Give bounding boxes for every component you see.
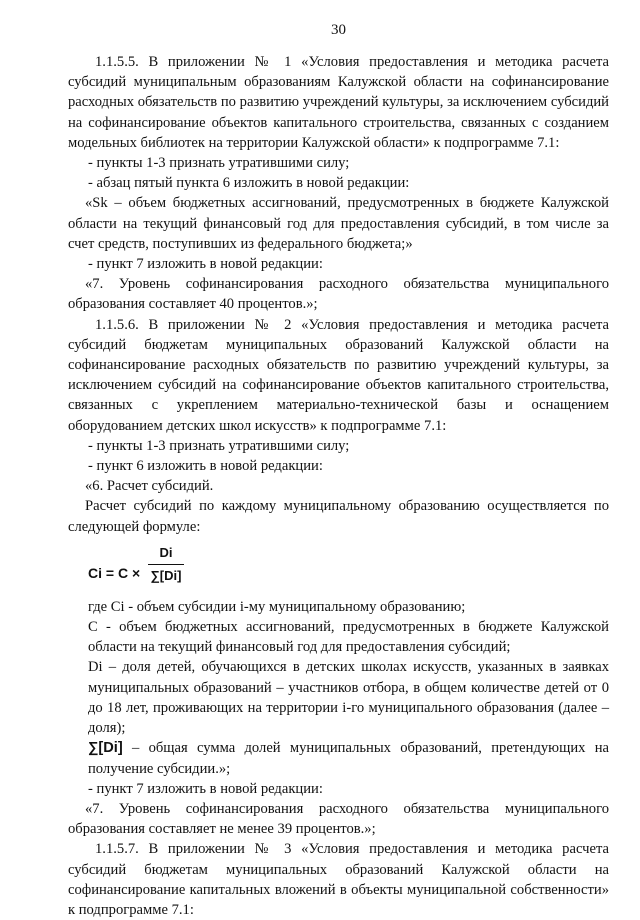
quoted-point-6-heading: «6. Расчет субсидий. — [85, 478, 214, 495]
document-page — [68, 0, 609, 918]
list-item-point-6: - пункт 6 изложить в новой редакции: — [88, 458, 323, 475]
list-item-paragraph-5-point-6: - абзац пятый пункта 6 изложить в новой редакции: — [88, 175, 410, 192]
definition-sum-di — [68, 738, 609, 778]
list-item-points-1-3-void: - пункты 1-3 признать утратившими силу; — [88, 155, 350, 172]
quoted-point-7-39-percent: «7. Уровень софинансирования расходного обязательства муниципального образования составляет не менее 39 процентов.»; — [68, 800, 609, 838]
list-item-point-7: - пункт 7 изложить в новой редакции: — [88, 256, 323, 273]
page-number: 30 — [331, 22, 346, 38]
formula-numerator: Di — [159, 544, 173, 560]
paragraph-1-1-5-6: 1.1.5.6. В приложении № 2 «Условия предоставления и методика расчета субсидий бюджетам муниципальных образований Калужской области на софинансирование расходных обязательств по развитию учреждений культуры, за исключением субсидий на софинансирование объектов капитального строительства, связанных с укреплением материально-технической базы и оснащением оборудованием детских школ искусств» к подпрограмме 7.1: — [68, 316, 609, 434]
list-item-points-1-3-void-2: - пункты 1-3 признать утратившими силу; — [88, 437, 350, 454]
paragraph-1-1-5-7: 1.1.5.7. В приложении № 3 «Условия предоставления и методика расчета субсидий бюджетам муниципальных образований Калужской области на софинансирование капитальных вложений в объекты муниципальной собственности» к подпрограмме 7.1: — [68, 841, 609, 918]
formula-denominator: ∑[Di] — [150, 568, 182, 584]
definition-ci: где Ci - объем субсидии i-му муниципальному образованию; — [88, 598, 466, 615]
sum-di-symbol: ∑[Di] — [88, 740, 123, 757]
list-item-point-7-b: - пункт 7 изложить в новой редакции: — [88, 780, 323, 797]
paragraph-1-1-5-5: 1.1.5.5. В приложении № 1 «Условия предоставления и методика расчета субсидий муниципальным образованиям Калужской области на софинансирование расходных обязательств по развитию учреждений культуры, за исключением субсидий на софинансирование объектов капитального строительства, связанных с созданием модельных библиотек на территории Калужской области» к подпрограмме 7.1: — [68, 54, 609, 151]
document-body — [68, 52, 609, 920]
quoted-point-7-40-percent: «7. Уровень софинансирования расходного обязательства муниципального образования составляет 40 процентов.»; — [68, 276, 609, 313]
definition-di: Di – доля детей, обучающихся в детских школах искусств, указанных в заявках муниципальных образований – участников отбора, в общем количестве детей от 0 до 18 лет, проживающих на территории i-го муниципального образования (далее – доля); — [88, 659, 609, 737]
sum-di-text: – общая сумма долей муниципальных образований, претендующих на получение субсидии.»; — [88, 740, 609, 777]
formula-lhs: Ci = C × — [88, 564, 141, 581]
fraction-bar — [148, 564, 184, 565]
calculation-intro: Расчет субсидий по каждому муниципальному образованию осуществляется по следующей формуле: — [68, 498, 609, 535]
definition-c: C - объем бюджетных ассигнований, предусмотренных в бюджете Калужской области на текущий финансовый год для предоставления субсидий; — [88, 619, 609, 656]
subsidy-formula — [68, 539, 609, 597]
quoted-sk-definition: «Sk – объем бюджетных ассигнований, предусмотренных в бюджете Калужской области на текущий финансовый год для предоставления субсидий, в том числе за счет средств, поступивших из федерального бюджета;» — [68, 195, 609, 252]
formula-fraction — [148, 543, 184, 586]
